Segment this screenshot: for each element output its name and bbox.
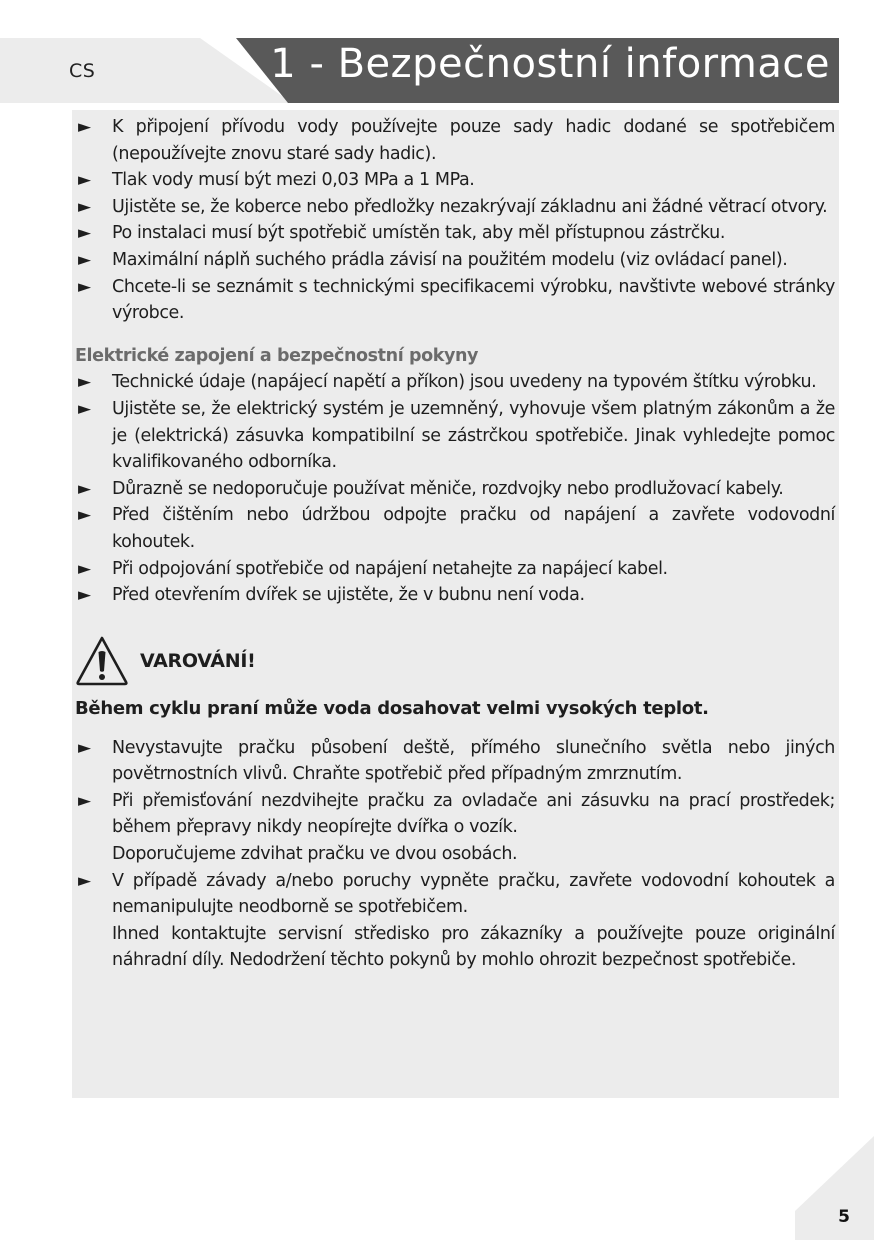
electrical-heading: Elektrické zapojení a bezpečnostní pokyny bbox=[75, 345, 479, 366]
list-item: ► Nevystavujte pračku působení deště, přímého slunečního světla nebo jiných povětrnostních vlivů. Chraňte spotřebič před případným zmrznutím. bbox=[75, 735, 835, 788]
bullet-arrow-icon: ► bbox=[78, 505, 91, 526]
list-item: ► Důrazně se nedoporučuje používat měniče, rozdvojky nebo prodlužovací kabely. bbox=[75, 476, 835, 503]
list-item: ► Ujistěte se, že koberce nebo předložky nezakrývají základnu ani žádné větrací otvory. bbox=[75, 194, 835, 221]
page-corner bbox=[795, 1136, 874, 1240]
bullet-arrow-icon: ► bbox=[78, 372, 91, 393]
top-list bbox=[75, 114, 835, 327]
bullet-arrow-icon: ► bbox=[78, 196, 91, 217]
warning-header bbox=[75, 633, 835, 689]
bullet-arrow-icon: ► bbox=[78, 398, 91, 419]
bullet-arrow-icon: ► bbox=[78, 737, 91, 758]
list-item: ► Před čištěním nebo údržbou odpojte pračku od napájení a zavřete vodovodní kohoutek. bbox=[75, 502, 835, 555]
list-item: ► Technické údaje (napájecí napětí a příkon) jsou uvedeny na typovém štítku výrobku. bbox=[75, 369, 835, 396]
bullet-arrow-icon: ► bbox=[78, 276, 91, 297]
warning-triangle-icon bbox=[75, 635, 129, 687]
bullet-arrow-icon: ► bbox=[78, 249, 91, 270]
list-item: ► Po instalaci musí být spotřebič umístěn tak, aby měl přístupnou zástrčku. bbox=[75, 220, 835, 247]
bullet-arrow-icon: ► bbox=[78, 790, 91, 811]
bullet-arrow-icon: ► bbox=[78, 558, 91, 579]
list-item-extra: Ihned kontaktujte servisní středisko pro zákazníky a používejte pouze originální náhradní díly. Nedodržení těchto pokynů by mohlo ohrozit bezpečnost spotřebiče. bbox=[112, 923, 835, 971]
bullet-arrow-icon: ► bbox=[78, 170, 91, 191]
list-item: ► Před otevřením dvířek se ujistěte, že v bubnu není voda. bbox=[75, 582, 835, 609]
list-item: ► Tlak vody musí být mezi 0,03 MPa a 1 MPa. bbox=[75, 167, 835, 194]
list-item: ► Při přemisťování nezdvihejte pračku za ovladače ani zásuvku na prací prostředek; během přepravy nikdy neopírejte dvířka o vozík. Doporučujeme zdvihat pračku ve dvou osobách. bbox=[75, 788, 835, 868]
page-number: 5 bbox=[838, 1207, 850, 1227]
language-code: CS bbox=[69, 60, 96, 82]
bullet-arrow-icon: ► bbox=[78, 223, 91, 244]
bullet-arrow-icon: ► bbox=[78, 585, 91, 606]
list-item: ► Chcete-li se seznámit s technickými specifikacemi výrobku, navštivte webové stránky výrobce. bbox=[75, 274, 835, 327]
warning-label: VAROVÁNÍ! bbox=[140, 649, 256, 672]
content-panel bbox=[72, 110, 839, 1098]
electrical-list bbox=[75, 369, 835, 608]
list-item: ► V případě závady a/nebo poruchy vypněte pračku, zavřete vodovodní kohoutek a nemanipulujte neodborně se spotřebičem. Ihned kontaktujte servisní středisko pro zákazníky a používejte pouze originální náhradní díly. Nedodržení těchto pokynů by mohlo ohrozit bezpečnost spotřebiče. bbox=[75, 868, 835, 974]
warning-list bbox=[75, 735, 835, 974]
bullet-arrow-icon: ► bbox=[78, 478, 91, 499]
list-item: ► Ujistěte se, že elektrický systém je uzemněný, vyhovuje všem platným zákonům a že je (elektrická) zásuvka kompatibilní se zástrčkou spotřebiče. Jinak vyhledejte pomoc kvalifikovaného odborníka. bbox=[75, 396, 835, 476]
list-item: ► Při odpojování spotřebiče od napájení netahejte za napájecí kabel. bbox=[75, 556, 835, 583]
bullet-arrow-icon: ► bbox=[78, 117, 91, 137]
page-title: 1 - Bezpečnostní informace bbox=[270, 41, 830, 87]
list-item: ► Maximální náplň suchého prádla závisí na použitém modelu (viz ovládací panel). bbox=[75, 247, 835, 274]
list-item: ► K připojení přívodu vody používejte pouze sady hadic dodané se spotřebičem (nepoužívejte znovu staré sady hadic). bbox=[75, 114, 835, 167]
list-item-extra: Doporučujeme zdvihat pračku ve dvou osobách. bbox=[112, 844, 518, 865]
warning-note: Během cyklu praní může voda dosahovat velmi vysokých teplot. bbox=[75, 697, 709, 719]
bullet-arrow-icon: ► bbox=[78, 870, 91, 891]
